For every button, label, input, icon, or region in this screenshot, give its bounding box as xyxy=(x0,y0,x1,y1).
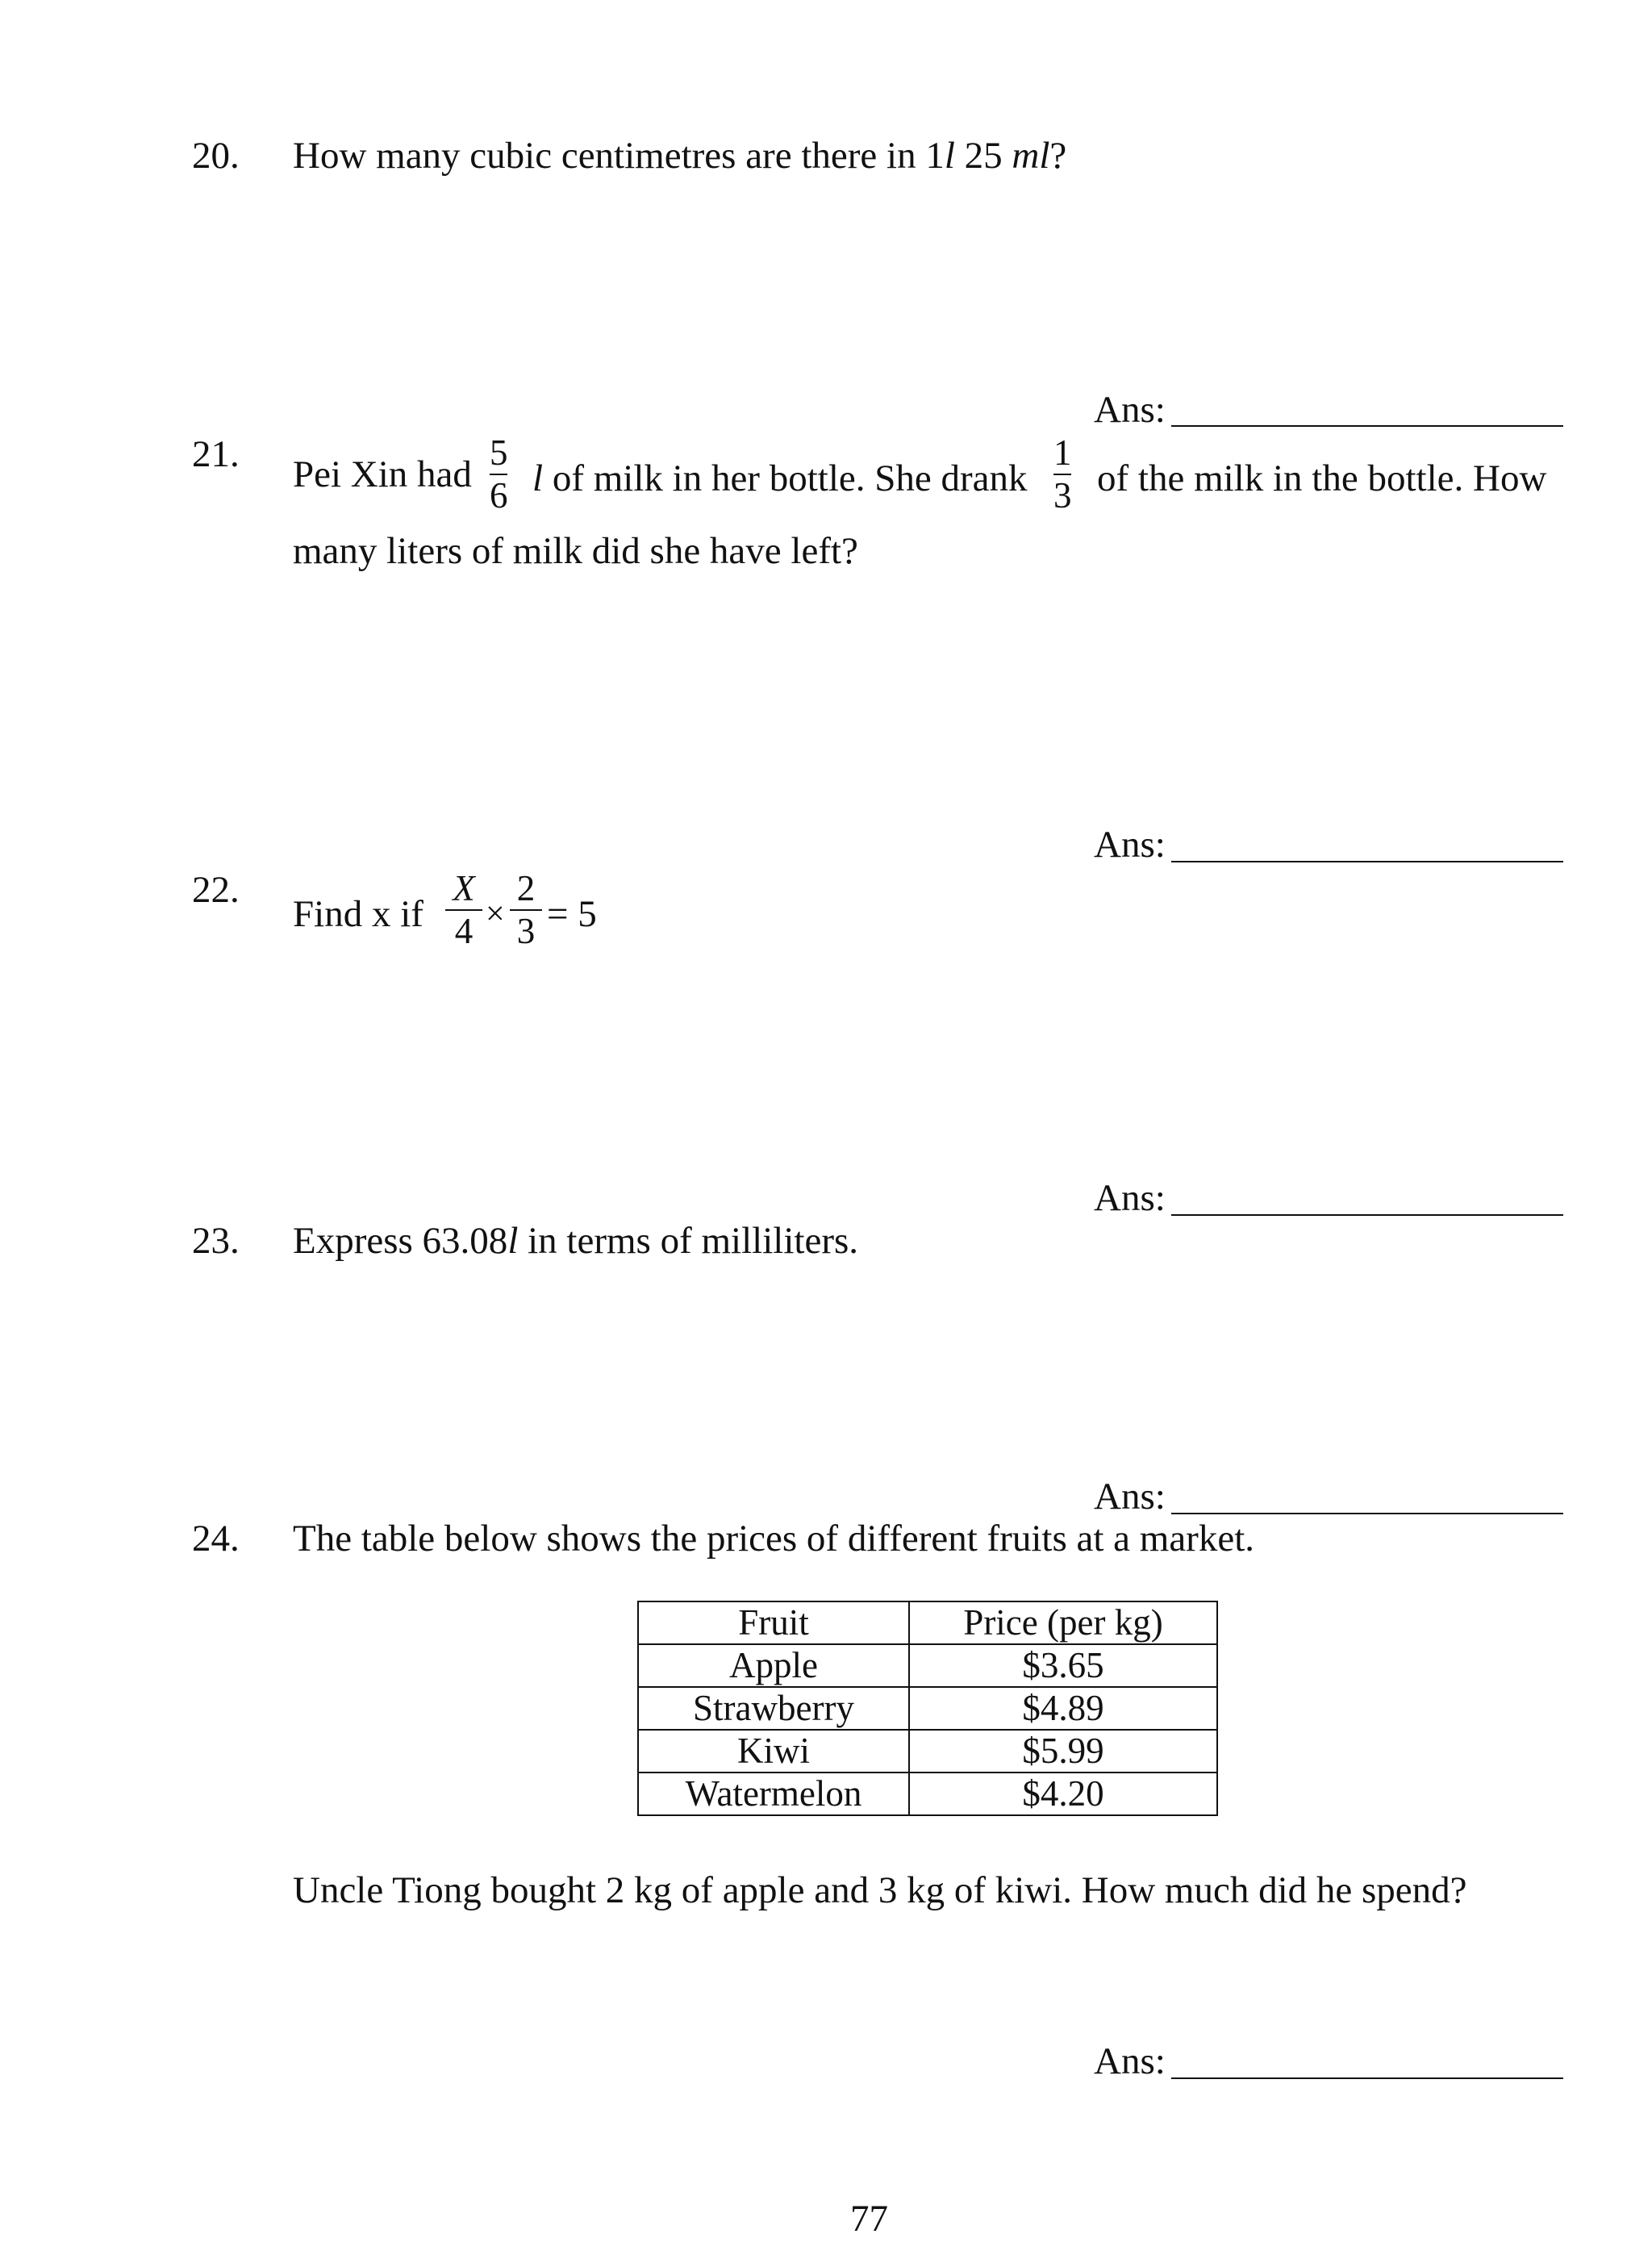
answer-line-20[interactable] xyxy=(1171,425,1563,427)
q21-frac2-denominator: 3 xyxy=(1053,475,1072,516)
q23-text-a: Express 63.08 xyxy=(293,1220,508,1262)
q22-equals: = 5 xyxy=(547,893,597,935)
q20-text-b: 25 xyxy=(954,135,1012,177)
question-24-text: The table below shows the prices of different fruits at a market. xyxy=(293,1518,1255,1560)
q21-frac2-numerator: 1 xyxy=(1053,432,1072,473)
table-header-price: Price (per kg) xyxy=(909,1601,1217,1644)
table-cell-fruit: Kiwi xyxy=(638,1730,909,1773)
answer-line-24[interactable] xyxy=(1171,2077,1563,2079)
question-number-23: 23. xyxy=(192,1220,240,1262)
q20-text-a: How many cubic centimetres are there in 1 xyxy=(293,135,945,177)
answer-label-22: Ans: xyxy=(1094,1177,1166,1219)
table-row xyxy=(638,1644,1217,1687)
question-24-followup: Uncle Tiong bought 2 kg of apple and 3 kg of kiwi. How much did he spend? xyxy=(293,1869,1467,1911)
fruit-price-table xyxy=(637,1601,1218,1816)
answer-line-22[interactable] xyxy=(1171,1214,1563,1216)
table-cell-price: $3.65 xyxy=(909,1644,1217,1687)
answer-label-24: Ans: xyxy=(1094,2040,1166,2082)
q22-fraction-x-4 xyxy=(445,870,482,951)
answer-line-23[interactable] xyxy=(1171,1513,1563,1514)
table-cell-fruit: Strawberry xyxy=(638,1687,909,1730)
q20-unit-l: l xyxy=(944,135,955,177)
question-number-20: 20. xyxy=(192,135,240,177)
q21-text-c: of the milk in the bottle. How xyxy=(1097,457,1547,499)
q22-times-sign: × xyxy=(486,896,505,933)
q23-text-b: in terms of milliliters. xyxy=(518,1220,859,1262)
question-number-21: 21. xyxy=(192,433,240,475)
table-cell-fruit: Watermelon xyxy=(638,1773,909,1815)
q22-fraction-2-3 xyxy=(510,870,542,951)
answer-label-21: Ans: xyxy=(1094,824,1166,866)
question-23-text xyxy=(293,1222,858,1260)
question-number-24: 24. xyxy=(192,1518,240,1560)
table-cell-price: $5.99 xyxy=(909,1730,1217,1773)
answer-label-23: Ans: xyxy=(1094,1476,1166,1518)
q22-frac2-denominator: 3 xyxy=(516,911,536,952)
table-row xyxy=(638,1773,1217,1815)
question-21-line-2: many liters of milk did she have left? xyxy=(293,530,858,572)
q23-unit-l: l xyxy=(507,1220,519,1262)
answer-label-20: Ans: xyxy=(1094,389,1166,431)
q20-text-c: ? xyxy=(1049,135,1067,177)
table-header-fruit: Fruit xyxy=(638,1601,909,1644)
table-row xyxy=(638,1687,1217,1730)
answer-line-21[interactable] xyxy=(1171,861,1563,862)
q21-line1-b: l of milk in her bottle. She drank xyxy=(532,457,1028,499)
question-20-text xyxy=(293,137,1066,175)
table-cell-price: $4.20 xyxy=(909,1773,1217,1815)
q21-fraction-1-3 xyxy=(1053,434,1072,516)
q21-text-b xyxy=(532,457,1028,499)
page-number: 77 xyxy=(850,2198,888,2240)
q21-fraction-5-6 xyxy=(490,434,508,516)
q22-text: Find x if xyxy=(293,893,423,935)
table-header-row xyxy=(638,1601,1217,1644)
table-row xyxy=(638,1730,1217,1773)
q21-frac1-numerator: 5 xyxy=(490,432,508,473)
q20-unit-ml: ml xyxy=(1012,135,1050,177)
q22-fracx-denominator: 4 xyxy=(454,911,473,952)
q21-text-a: Pei Xin had xyxy=(293,453,472,495)
q22-frac2-numerator: 2 xyxy=(516,868,536,908)
q21-frac1-denominator: 6 xyxy=(490,475,508,516)
table-cell-price: $4.89 xyxy=(909,1687,1217,1730)
question-number-22: 22. xyxy=(192,869,240,911)
table-cell-fruit: Apple xyxy=(638,1644,909,1687)
q22-fracx-numerator: X xyxy=(453,868,475,908)
